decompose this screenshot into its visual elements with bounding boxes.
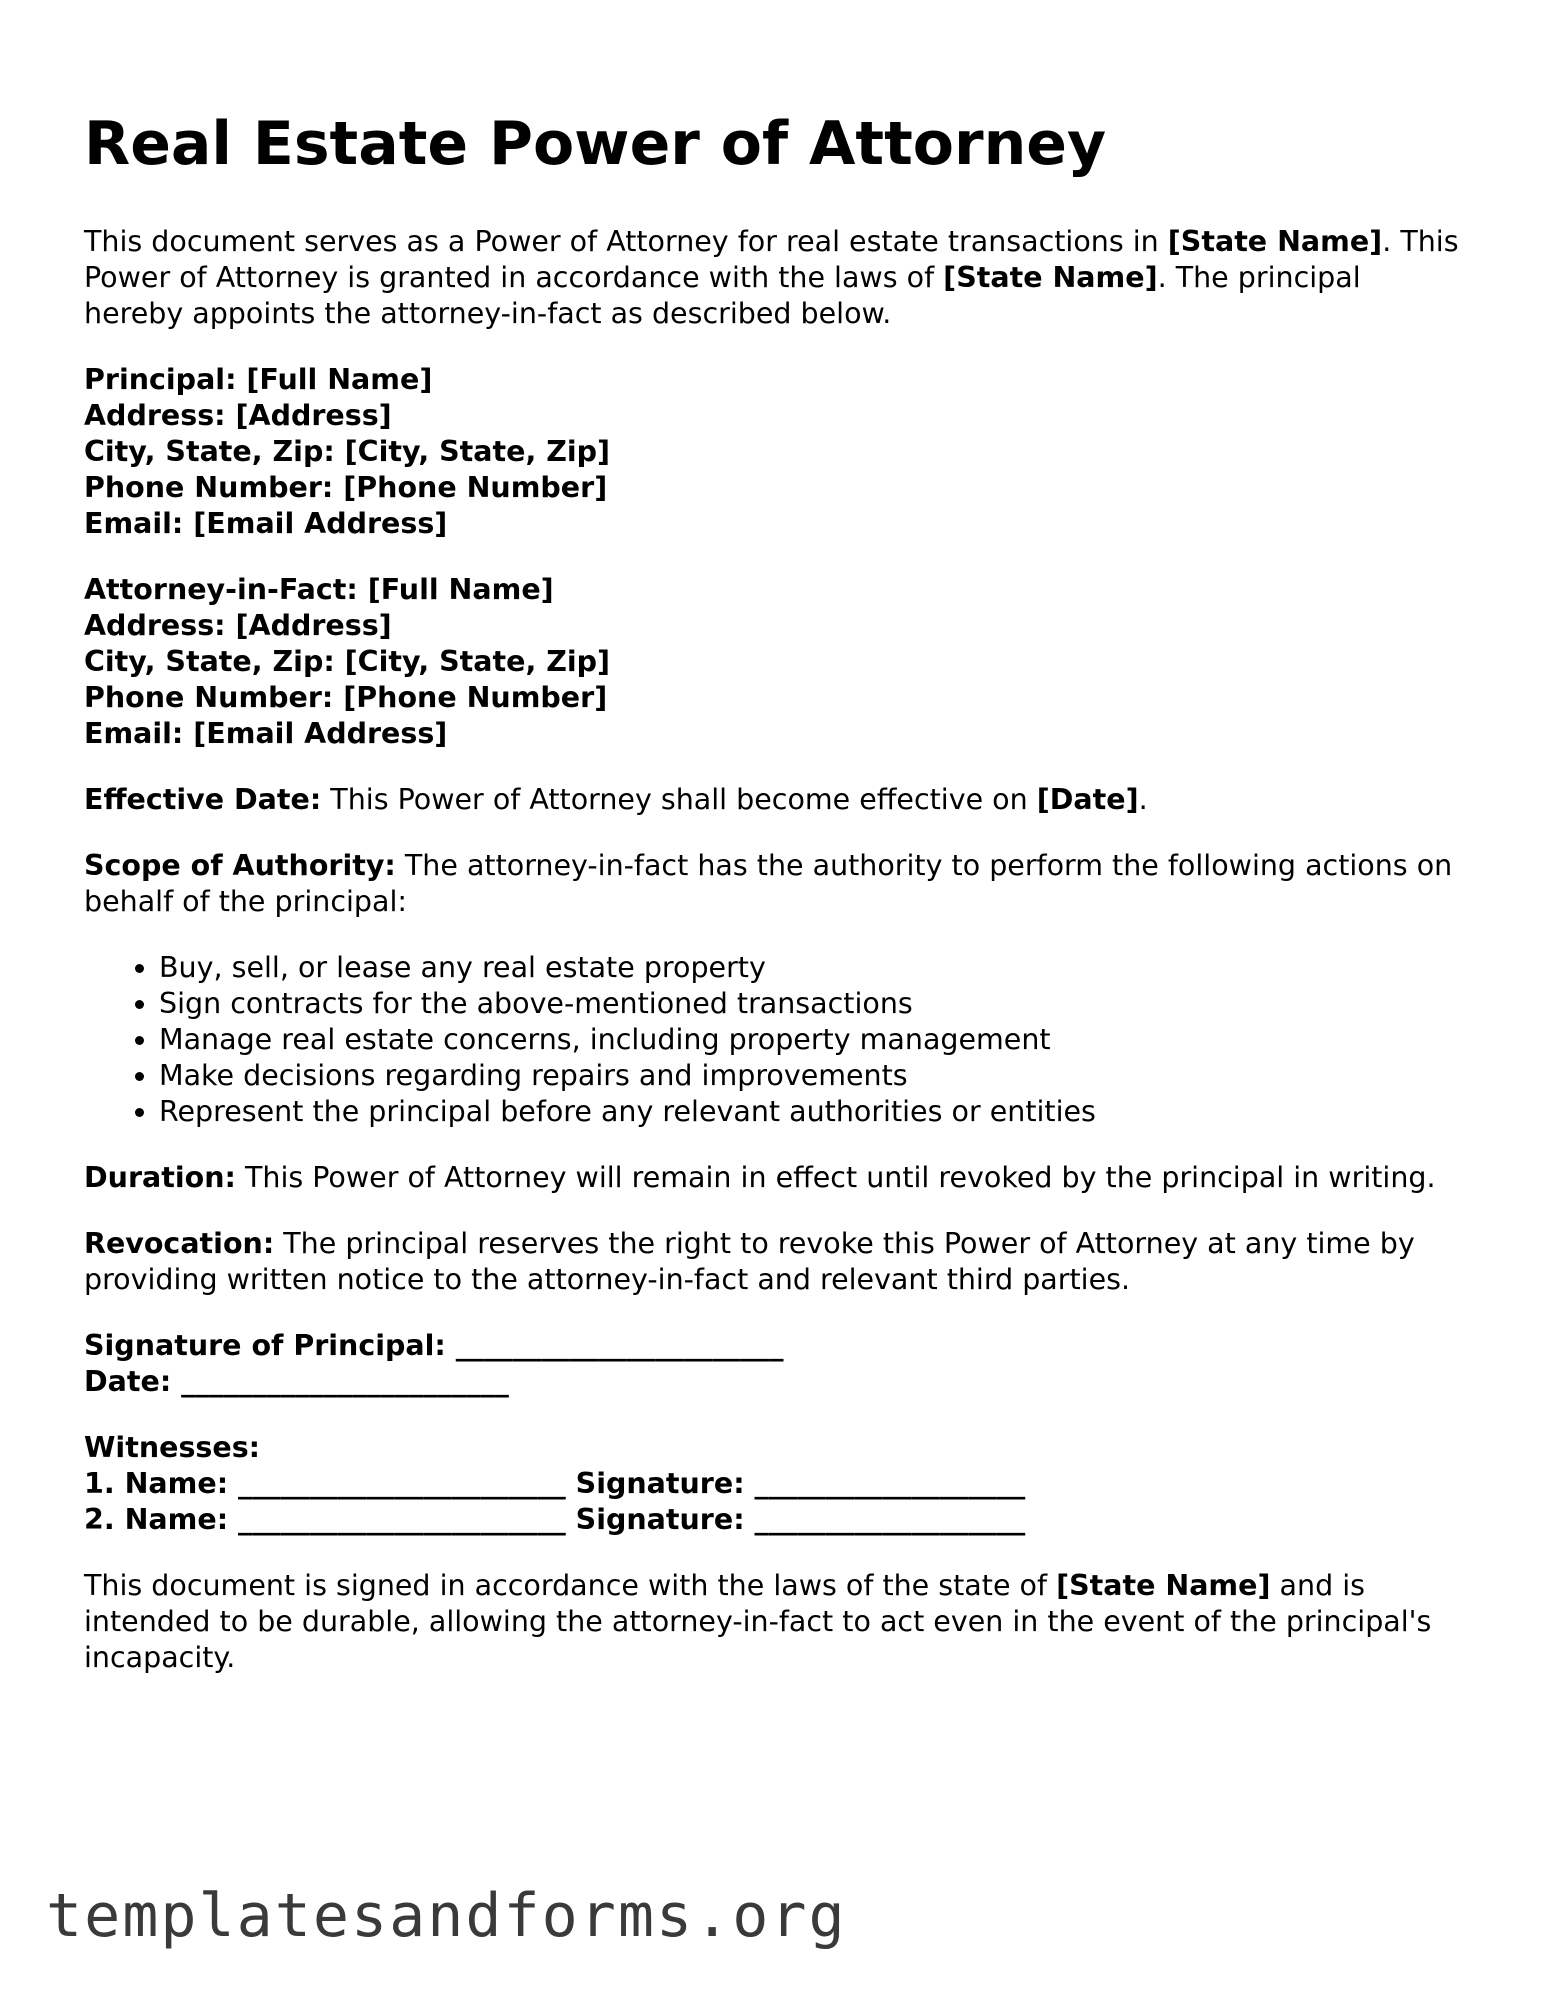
signature-date-line[interactable]: Date: _______________________	[84, 1365, 509, 1398]
intro-text-2: . This Power of Attorney is granted in accordance with the laws of	[84, 225, 1459, 294]
witness-1-line[interactable]: 1. Name: _______________________ Signature: ___________________	[84, 1467, 1026, 1500]
closing-state: [State Name]	[1056, 1569, 1271, 1602]
closing-text-1: This document is signed in accordance with the laws of the state of	[84, 1569, 1057, 1602]
principal-email: Email: [Email Address]	[84, 507, 448, 540]
intro-state-1: [State Name]	[1167, 225, 1383, 258]
duration-label: Duration:	[84, 1161, 236, 1194]
principal-phone: Phone Number: [Phone Number]	[84, 471, 608, 504]
scope-label: Scope of Authority:	[84, 849, 396, 882]
effective-date-label: Effective Date:	[84, 783, 322, 816]
principal-block	[84, 362, 1464, 542]
principal-signature-line[interactable]: Signature of Principal: _______________________	[84, 1329, 784, 1362]
list-item: • Buy, sell, or lease any real estate property	[159, 950, 1464, 986]
duration-text: This Power of Attorney will remain in effect until revoked by the principal in writing.	[235, 1161, 1436, 1194]
list-item: • Represent the principal before any relevant authorities or entities	[159, 1094, 1464, 1130]
closing-paragraph	[84, 1568, 1464, 1676]
attorney-phone: Phone Number: [Phone Number]	[84, 681, 608, 714]
revocation-text: The principal reserves the right to revoke this Power of Attorney at any time by providing written notice to the attorney-in-fact and relevant third parties.	[84, 1227, 1415, 1296]
scope-paragraph	[84, 848, 1464, 920]
revocation-label: Revocation:	[84, 1227, 275, 1260]
attorney-email: Email: [Email Address]	[84, 717, 448, 750]
attorney-name: Attorney-in-Fact: [Full Name]	[84, 573, 554, 606]
attorney-city: City, State, Zip: [City, State, Zip]	[84, 645, 611, 678]
principal-city: City, State, Zip: [City, State, Zip]	[84, 435, 611, 468]
effective-date-value: [Date]	[1036, 783, 1139, 816]
attorney-address: Address: [Address]	[84, 609, 392, 642]
duration-paragraph	[84, 1160, 1464, 1196]
intro-text-3: . The principal hereby appoints the attorney-in-fact as described below.	[84, 261, 1361, 330]
effective-date-end: .	[1138, 783, 1148, 816]
principal-name: Principal: [Full Name]	[84, 363, 433, 396]
principal-signature-block	[84, 1328, 1464, 1400]
principal-address: Address: [Address]	[84, 399, 392, 432]
site-watermark: templatesandforms.org	[46, 1881, 847, 1951]
document-title: Real Estate Power of Attorney	[84, 109, 1107, 179]
attorney-block	[84, 572, 1464, 752]
effective-date-paragraph	[84, 782, 1464, 818]
intro-text-1: This document serves as a Power of Attorney for real estate transactions in	[84, 225, 1168, 258]
intro-state-2: [State Name]	[943, 261, 1158, 294]
revocation-paragraph	[84, 1226, 1464, 1298]
effective-date-text: This Power of Attorney shall become effective on	[321, 783, 1037, 816]
witness-2-line[interactable]: 2. Name: _______________________ Signature: ___________________	[84, 1503, 1026, 1536]
witnesses-block	[84, 1430, 1464, 1538]
list-item: • Make decisions regarding repairs and improvements	[159, 1058, 1464, 1094]
closing-text-2: and is intended to be durable, allowing the attorney-in-fact to act even in the event of the principal's incapacity.	[84, 1569, 1432, 1674]
list-item: • Manage real estate concerns, including property management	[159, 1022, 1464, 1058]
document-page	[84, 108, 1464, 1706]
list-item: • Sign contracts for the above-mentioned transactions	[159, 986, 1464, 1022]
scope-text: The attorney-in-fact has the authority to perform the following actions on behalf of the principal:	[84, 849, 1453, 918]
witnesses-label: Witnesses:	[84, 1431, 261, 1464]
scope-list	[84, 950, 1464, 1130]
intro-paragraph	[84, 224, 1464, 332]
